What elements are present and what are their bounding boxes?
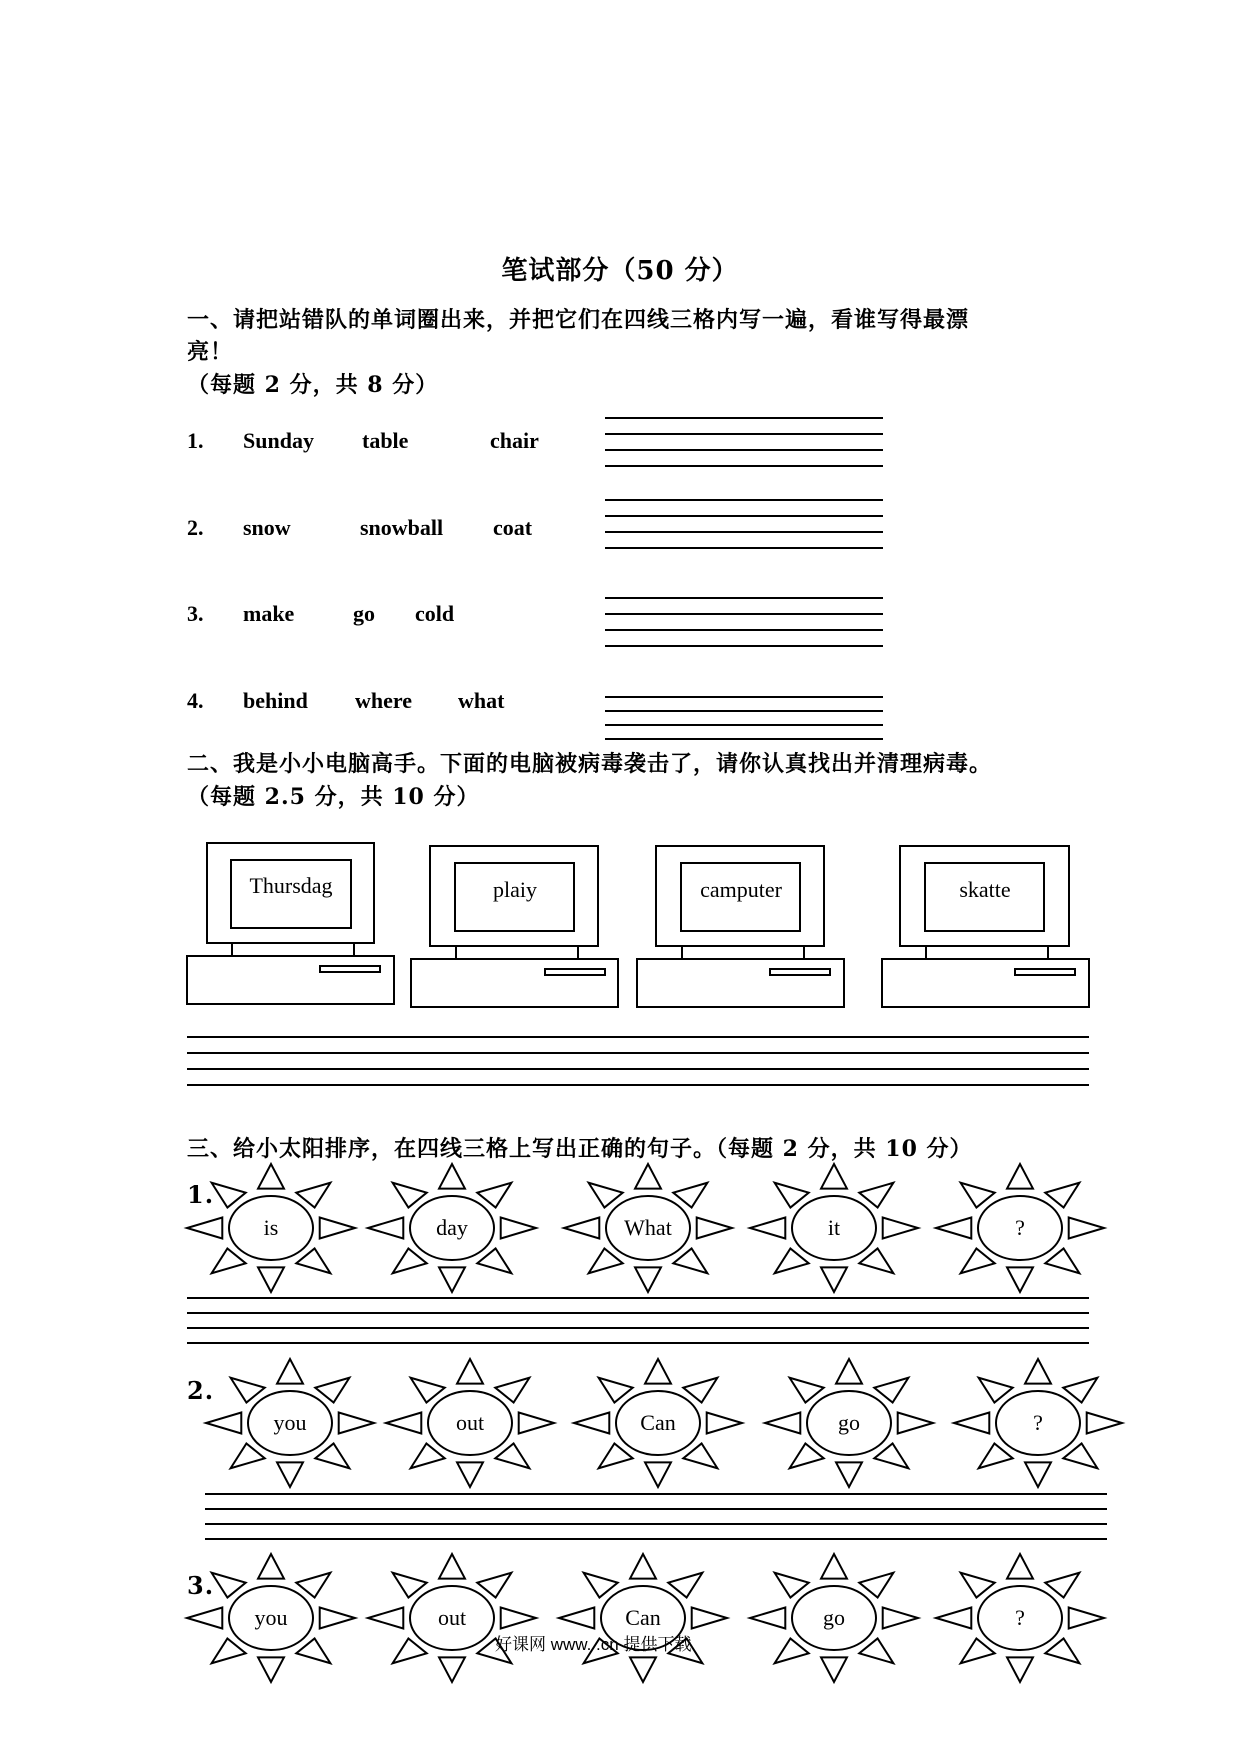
item-number: 4. xyxy=(187,688,204,713)
sun-ray xyxy=(320,1608,355,1629)
sun-ray xyxy=(1045,1248,1079,1273)
sun-word[interactable]: out xyxy=(437,1605,467,1630)
sun-ray xyxy=(439,1267,465,1292)
sun-ray xyxy=(296,1248,330,1273)
sun-word[interactable]: it xyxy=(827,1215,841,1240)
sun-ray xyxy=(1045,1573,1079,1598)
sun-ray xyxy=(584,1573,618,1598)
sun-ray xyxy=(836,1359,862,1384)
sun-ray xyxy=(519,1413,554,1434)
footer-watermark: 好课网 www. .cn 提供下载 xyxy=(495,1635,692,1654)
computer-word: camputer xyxy=(700,877,782,902)
sun-ray xyxy=(1025,1462,1051,1487)
four-line-grid[interactable] xyxy=(205,1494,1107,1539)
sun-ray xyxy=(457,1462,483,1487)
sun-ray xyxy=(859,1573,893,1598)
section1-score: （每题 2 分，共 8 分） xyxy=(187,372,439,398)
section2-score: （每题 2.5 分，共 10 分） xyxy=(187,784,480,810)
sun-ray xyxy=(231,1443,265,1468)
sun-ray xyxy=(187,1218,222,1239)
sun-ray xyxy=(683,1443,717,1468)
sun-ray xyxy=(439,1164,465,1189)
four-line-grid[interactable] xyxy=(187,1298,1089,1343)
section2-heading: 二、我是小小电脑高手。下面的电脑被病毒袭击了，请你认真找出并清理病毒。 xyxy=(187,751,993,777)
section1-heading-line1: 一、请把站错队的单词圈出来，并把它们在四线三格内写一遍，看谁写得最漂 xyxy=(187,307,970,333)
sun-ray xyxy=(495,1443,529,1468)
sun-ray xyxy=(315,1378,349,1403)
sun-icon xyxy=(187,1554,355,1682)
sun-ray xyxy=(206,1413,241,1434)
section1-heading-line2: 亮！ xyxy=(187,339,234,365)
sun-ray xyxy=(501,1218,536,1239)
sun-ray xyxy=(501,1608,536,1629)
sun-ray xyxy=(589,1183,623,1208)
computer-word: Thursdag xyxy=(249,873,333,898)
word: make xyxy=(243,601,295,626)
word: chair xyxy=(490,428,539,453)
sun-ray xyxy=(775,1183,809,1208)
sun-ray xyxy=(296,1573,330,1598)
sun-ray xyxy=(683,1378,717,1403)
sun-word[interactable]: What xyxy=(624,1215,672,1240)
sun-ray xyxy=(411,1443,445,1468)
sun-ray xyxy=(457,1359,483,1384)
sun-ray xyxy=(1045,1638,1079,1663)
sun-ray xyxy=(574,1413,609,1434)
sun-ray xyxy=(775,1248,809,1273)
word: what xyxy=(458,688,505,713)
sun-ray xyxy=(645,1462,671,1487)
sun-ray xyxy=(883,1218,918,1239)
sun-icon xyxy=(750,1164,918,1292)
word: cold xyxy=(415,601,455,626)
sun-ray xyxy=(883,1608,918,1629)
sun-ray xyxy=(673,1183,707,1208)
sun-icon xyxy=(206,1359,374,1487)
sun-ray xyxy=(961,1183,995,1208)
sun-ray xyxy=(1069,1218,1104,1239)
sun-ray xyxy=(277,1462,303,1487)
sun-ray xyxy=(859,1248,893,1273)
row-number: 2. xyxy=(187,1376,215,1405)
sun-ray xyxy=(296,1638,330,1663)
sun-ray xyxy=(393,1183,427,1208)
sun-ray xyxy=(477,1248,511,1273)
word: snowball xyxy=(360,515,444,540)
sun-ray xyxy=(765,1413,800,1434)
sun-ray xyxy=(775,1638,809,1663)
sun-ray xyxy=(1007,1267,1033,1292)
sun-ray xyxy=(1087,1413,1122,1434)
sun-icon xyxy=(750,1554,918,1682)
sun-ray xyxy=(635,1267,661,1292)
sun-ray xyxy=(599,1443,633,1468)
sun-ray xyxy=(936,1218,971,1239)
sun-word[interactable]: ? xyxy=(1015,1215,1025,1240)
sun-ray xyxy=(386,1413,421,1434)
sun-icon xyxy=(765,1359,933,1487)
sun-icon xyxy=(574,1359,742,1487)
sun-icon xyxy=(368,1554,536,1682)
sun-ray xyxy=(339,1413,374,1434)
sun-ray xyxy=(954,1413,989,1434)
sun-ray xyxy=(979,1378,1013,1403)
sun-ray xyxy=(859,1183,893,1208)
word: where xyxy=(355,688,413,713)
sun-word[interactable]: ? xyxy=(1033,1410,1043,1435)
word: coat xyxy=(493,515,533,540)
sun-ray xyxy=(707,1413,742,1434)
sun-icon xyxy=(954,1359,1122,1487)
word: Sunday xyxy=(243,428,314,453)
sun-ray xyxy=(212,1183,246,1208)
sun-ray xyxy=(630,1554,656,1579)
sun-icon xyxy=(559,1554,727,1682)
sun-ray xyxy=(258,1164,284,1189)
sun-word[interactable]: out xyxy=(455,1410,485,1435)
sun-word[interactable]: go xyxy=(838,1410,860,1435)
sun-word[interactable]: day xyxy=(436,1215,468,1240)
sun-ray xyxy=(821,1164,847,1189)
sun-ray xyxy=(212,1573,246,1598)
sun-icon xyxy=(386,1359,554,1487)
sun-ray xyxy=(750,1608,785,1629)
sun-ray xyxy=(258,1657,284,1682)
sun-ray xyxy=(1045,1183,1079,1208)
sun-ray xyxy=(979,1443,1013,1468)
sun-ray xyxy=(673,1248,707,1273)
sun-ray xyxy=(439,1554,465,1579)
sun-ray xyxy=(477,1573,511,1598)
sun-ray xyxy=(645,1359,671,1384)
sun-ray xyxy=(368,1608,403,1629)
sun-ray xyxy=(477,1183,511,1208)
sun-ray xyxy=(393,1638,427,1663)
sun-ray xyxy=(564,1218,599,1239)
sun-ray xyxy=(1063,1378,1097,1403)
page-title: 笔试部分（50 分） xyxy=(501,256,739,286)
sun-ray xyxy=(393,1573,427,1598)
item-number: 3. xyxy=(187,601,204,626)
sun-icon xyxy=(368,1164,536,1292)
sun-icon xyxy=(936,1554,1104,1682)
sun-ray xyxy=(790,1443,824,1468)
sun-ray xyxy=(750,1218,785,1239)
sun-word[interactable]: go xyxy=(823,1605,845,1630)
sun-ray xyxy=(898,1413,933,1434)
sun-ray xyxy=(439,1657,465,1682)
sun-ray xyxy=(320,1218,355,1239)
sun-ray xyxy=(277,1359,303,1384)
computer-word: skatte xyxy=(959,877,1011,902)
sun-ray xyxy=(1063,1443,1097,1468)
word: snow xyxy=(243,515,291,540)
sun-ray xyxy=(411,1378,445,1403)
sun-ray xyxy=(961,1248,995,1273)
sun-ray xyxy=(187,1608,222,1629)
sun-word[interactable]: is xyxy=(263,1215,279,1240)
sun-word[interactable]: Can xyxy=(625,1605,661,1630)
sun-ray xyxy=(212,1248,246,1273)
sun-ray xyxy=(589,1248,623,1273)
sun-ray xyxy=(635,1164,661,1189)
sun-ray xyxy=(961,1573,995,1598)
sun-ray xyxy=(821,1657,847,1682)
sun-ray xyxy=(936,1608,971,1629)
sun-icon xyxy=(564,1164,732,1292)
sun-icon xyxy=(936,1164,1104,1292)
sun-ray xyxy=(393,1248,427,1273)
word: table xyxy=(362,428,409,453)
sun-word[interactable]: ? xyxy=(1015,1605,1025,1630)
computer-word: plaiy xyxy=(493,877,537,902)
sun-ray xyxy=(874,1443,908,1468)
sun-ray xyxy=(258,1267,284,1292)
sun-ray xyxy=(775,1573,809,1598)
sun-ray xyxy=(874,1378,908,1403)
sun-ray xyxy=(859,1638,893,1663)
sun-ray xyxy=(821,1554,847,1579)
sun-ray xyxy=(1069,1608,1104,1629)
sun-word[interactable]: you xyxy=(273,1410,307,1435)
word: behind xyxy=(243,688,308,713)
sun-ray xyxy=(668,1573,702,1598)
sun-ray xyxy=(961,1638,995,1663)
row-number: 1. xyxy=(187,1180,215,1209)
sun-word[interactable]: you xyxy=(254,1605,288,1630)
sun-ray xyxy=(821,1267,847,1292)
sun-ray xyxy=(231,1378,265,1403)
sun-ray xyxy=(1007,1164,1033,1189)
sun-word[interactable]: Can xyxy=(640,1410,676,1435)
sun-ray xyxy=(258,1554,284,1579)
sun-ray xyxy=(599,1378,633,1403)
sun-ray xyxy=(790,1378,824,1403)
sun-ray xyxy=(1025,1359,1051,1384)
sun-icon xyxy=(187,1164,355,1292)
section3-heading: 三、给小太阳排序，在四线三格上写出正确的句子。（每题 2 分，共 10 分） xyxy=(187,1136,973,1162)
sun-ray xyxy=(212,1638,246,1663)
item-number: 2. xyxy=(187,515,204,540)
sun-ray xyxy=(692,1608,727,1629)
sun-ray xyxy=(1007,1657,1033,1682)
sun-ray xyxy=(836,1462,862,1487)
item-number: 1. xyxy=(187,428,204,453)
row-number: 3. xyxy=(187,1571,215,1600)
sun-ray xyxy=(630,1657,656,1682)
sun-ray xyxy=(559,1608,594,1629)
sun-ray xyxy=(697,1218,732,1239)
sun-ray xyxy=(368,1218,403,1239)
sun-ray xyxy=(1007,1554,1033,1579)
sun-ray xyxy=(315,1443,349,1468)
sun-ray xyxy=(296,1183,330,1208)
sun-ray xyxy=(495,1378,529,1403)
word: go xyxy=(353,601,375,626)
